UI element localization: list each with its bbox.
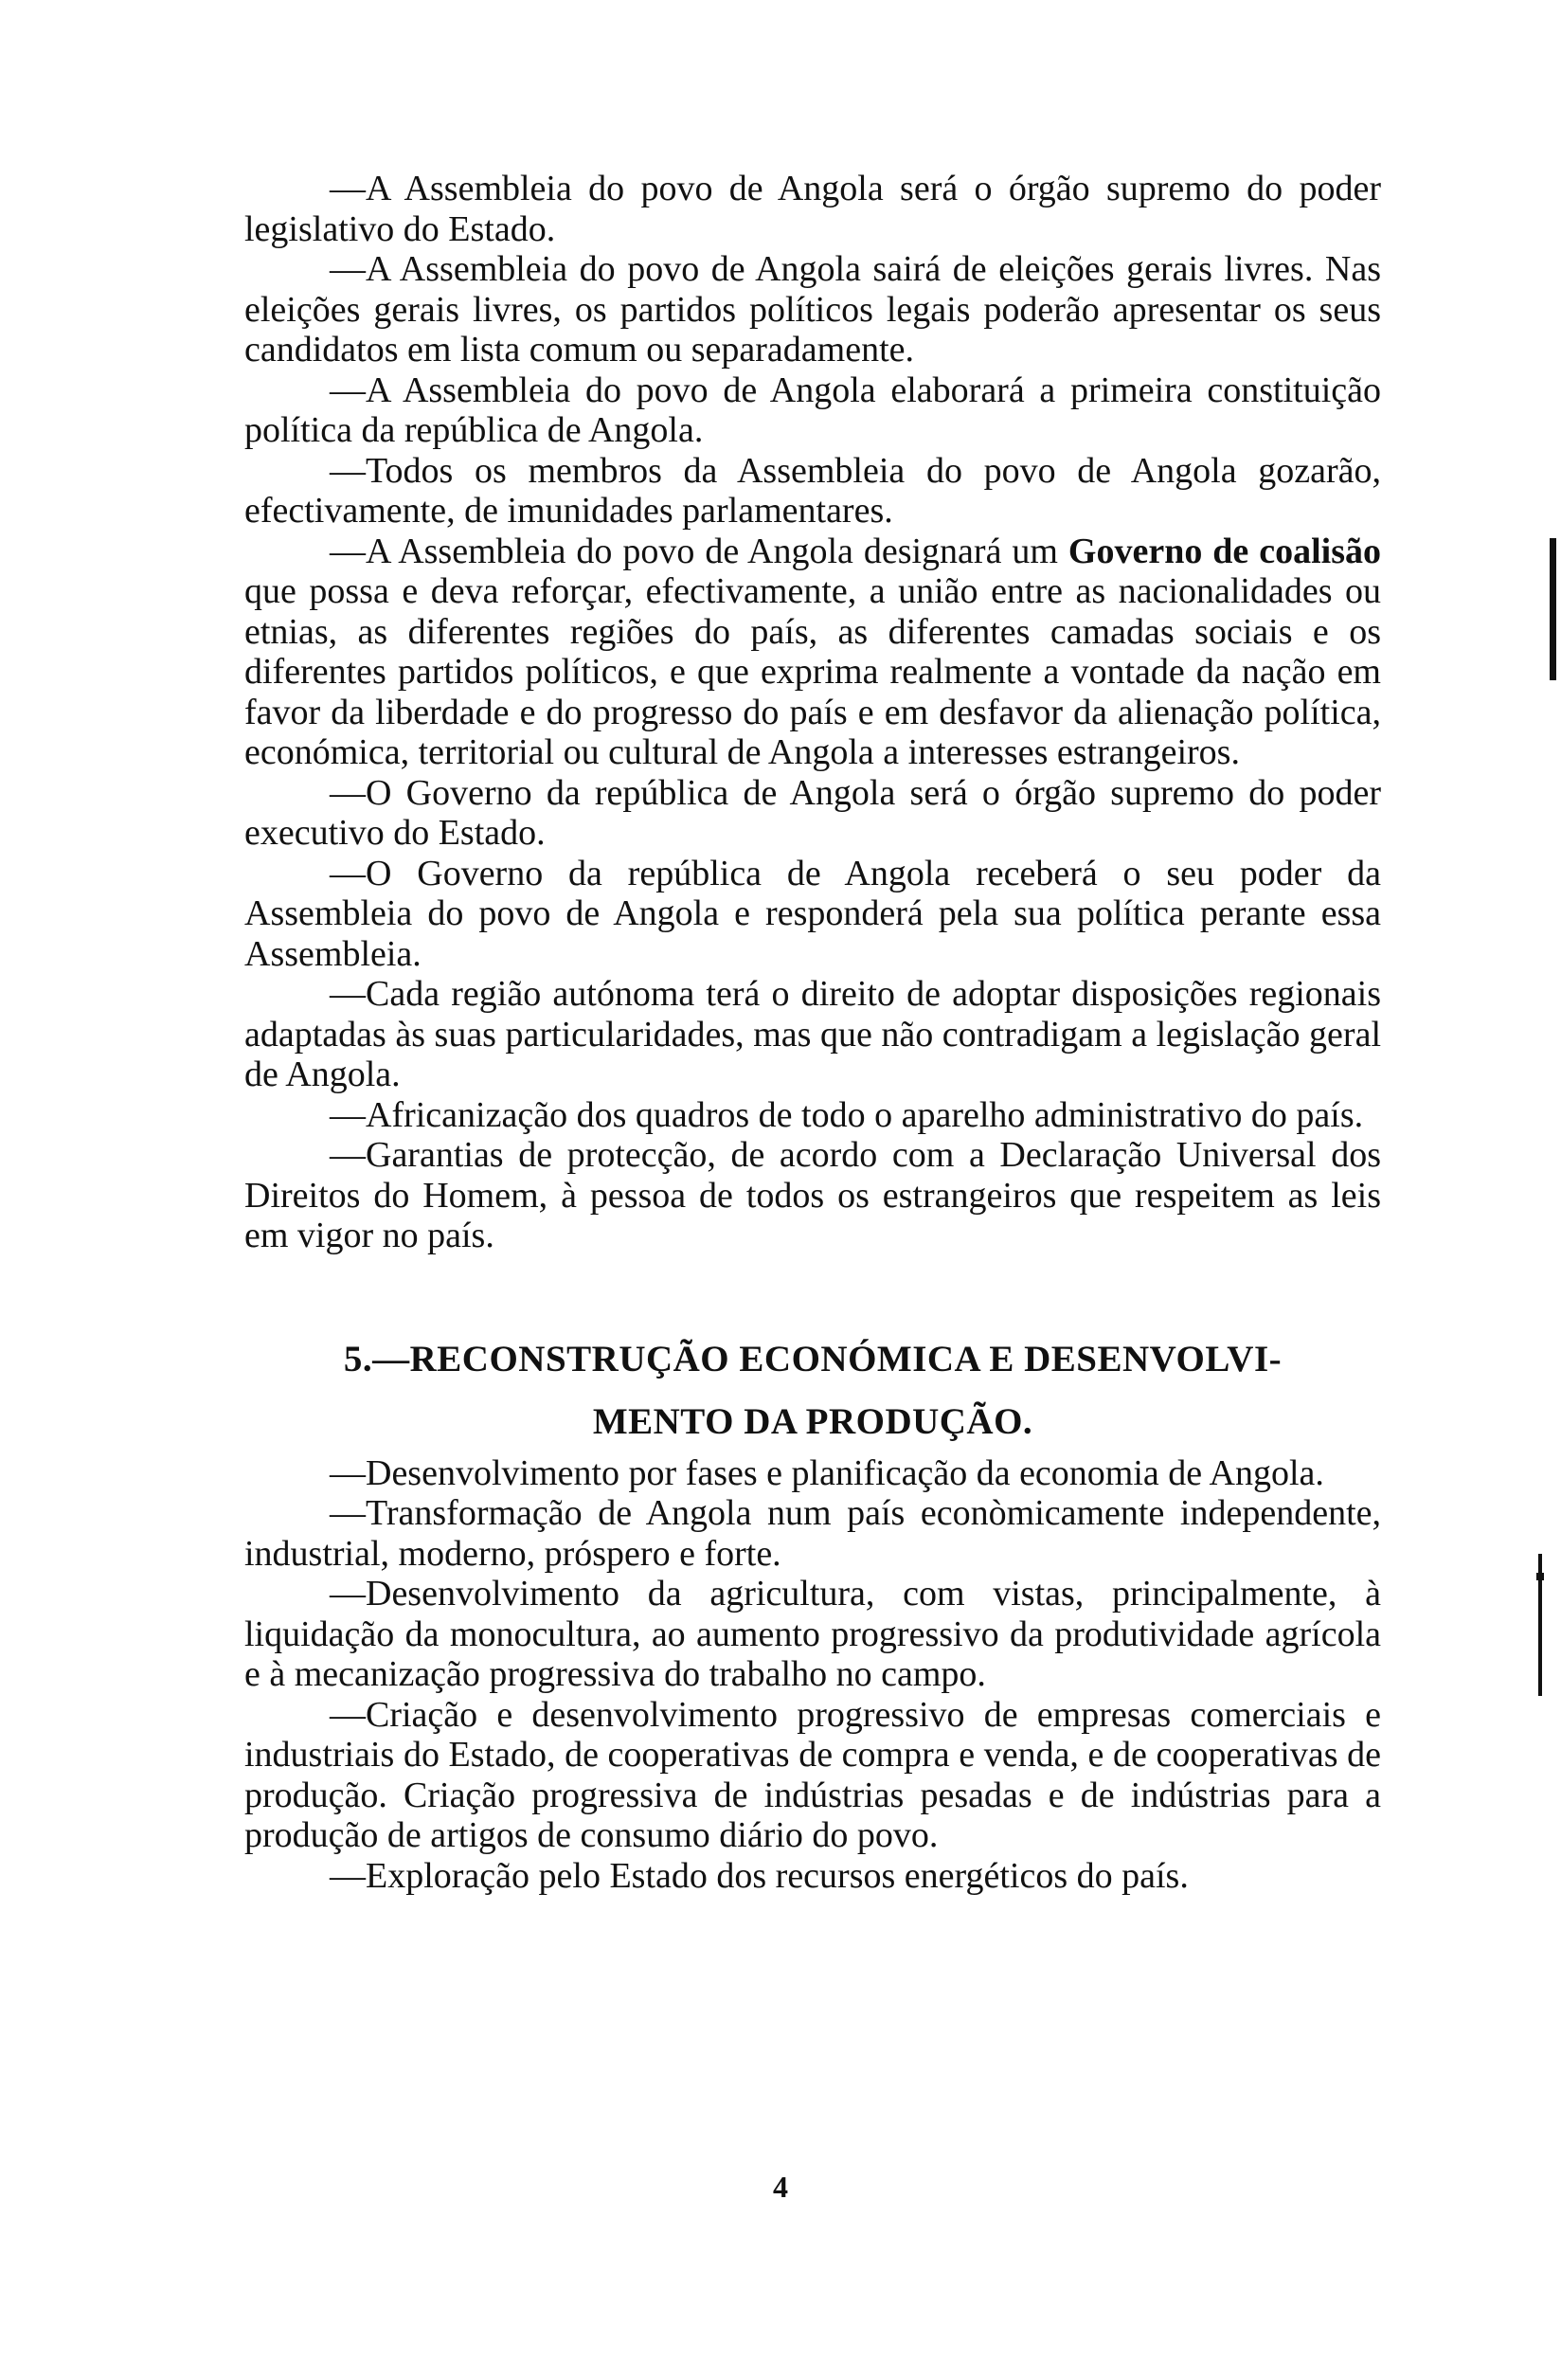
paragraph: —Exploração pelo Estado dos recursos energéticos do país. [330, 1855, 1189, 1896]
paragraph: —Garantias de protecção, de acordo com a Declaração Universal dos Direitos do Homem, à pessoa de todos os estrangeiros que respeitem as leis em vigor no país. [244, 1135, 1381, 1255]
paragraph: —O Governo da república de Angola será o órgão supremo do poder executivo do Estado. [244, 772, 1381, 853]
paragraph: —A Assembleia do povo de Angola elaborará a primeira constituição política da república de Angola. [244, 370, 1381, 450]
section-heading-line-2: MENTO DA PRODUÇÃO. [592, 1400, 1033, 1442]
margin-scan-mark [1550, 538, 1556, 680]
paragraph: —A Assembleia do povo de Angola será o órgão supremo do poder legislativo do Estado. [244, 169, 1381, 249]
paragraph: —Desenvolvimento da agricultura, com vistas, principalmente, à liquidação da monocultura, ao aumento progressivo da produtividade agrícola e à mecanização progressiva do trabalho no campo. [244, 1574, 1381, 1694]
text-column [244, 169, 1381, 1896]
paragraph: —Africanização dos quadros de todo o aparelho administrativo do país. [330, 1094, 1364, 1135]
section-heading-line-1: 5.—RECONSTRUÇÃO ECONÓMICA E DESENVOLVI- [343, 1338, 1283, 1379]
margin-scan-mark [1538, 1554, 1542, 1696]
paragraph: —Desenvolvimento por fases e planificação da economia de Angola. [330, 1452, 1324, 1493]
section-heading [244, 1328, 1381, 1453]
paragraph: —Todos os membros da Assembleia do povo de Angola gozarão, efectivamente, de imunidades parlamentares. [244, 450, 1381, 531]
paragraph-text: —A Assembleia do povo de Angola designará um [330, 531, 1068, 571]
paragraph: —Criação e desenvolvimento progressivo de empresas comerciais e industriais do Estado, de cooperativas de compra e venda, e de cooperativas de produção. Criação progressiva de indústrias pesadas e de indústrias para a produção de artigos de consumo diário do povo. [244, 1694, 1381, 1855]
paragraph-governo-coalisao [244, 532, 1381, 773]
paragraph-text: que possa e deva reforçar, efectivamente, a união entre as nacionalidades ou etnias, as diferentes regiões do país, as diferentes camadas sociais e os diferentes partidos políticos, e que exprima realmente a vontade da nação em favor da liberdade e do progresso do país e em desfavor da alienação política, económica, territorial ou cultural de Angola a interesses estrangeiros. [244, 571, 1381, 772]
bold-phrase: Governo de coalisão [1068, 531, 1381, 571]
page-number: 4 [773, 2170, 788, 2204]
paragraph: —Transformação de Angola num país econòmicamente independente, industrial, moderno, próspero e forte. [244, 1493, 1381, 1574]
paragraph: —O Governo da república de Angola receberá o seu poder da Assembleia do povo de Angola e responderá pela sua política perante essa Assembleia. [244, 853, 1381, 974]
paragraph: —A Assembleia do povo de Angola sairá de eleições gerais livres. Nas eleições gerais livres, os partidos políticos legais poderão apresentar os seus candidatos em lista comum ou separadamente. [244, 249, 1381, 370]
paragraph: —Cada região autónoma terá o direito de adoptar disposições regionais adaptadas às suas particularidades, mas que não contradigam a legislação geral de Angola. [244, 974, 1381, 1094]
